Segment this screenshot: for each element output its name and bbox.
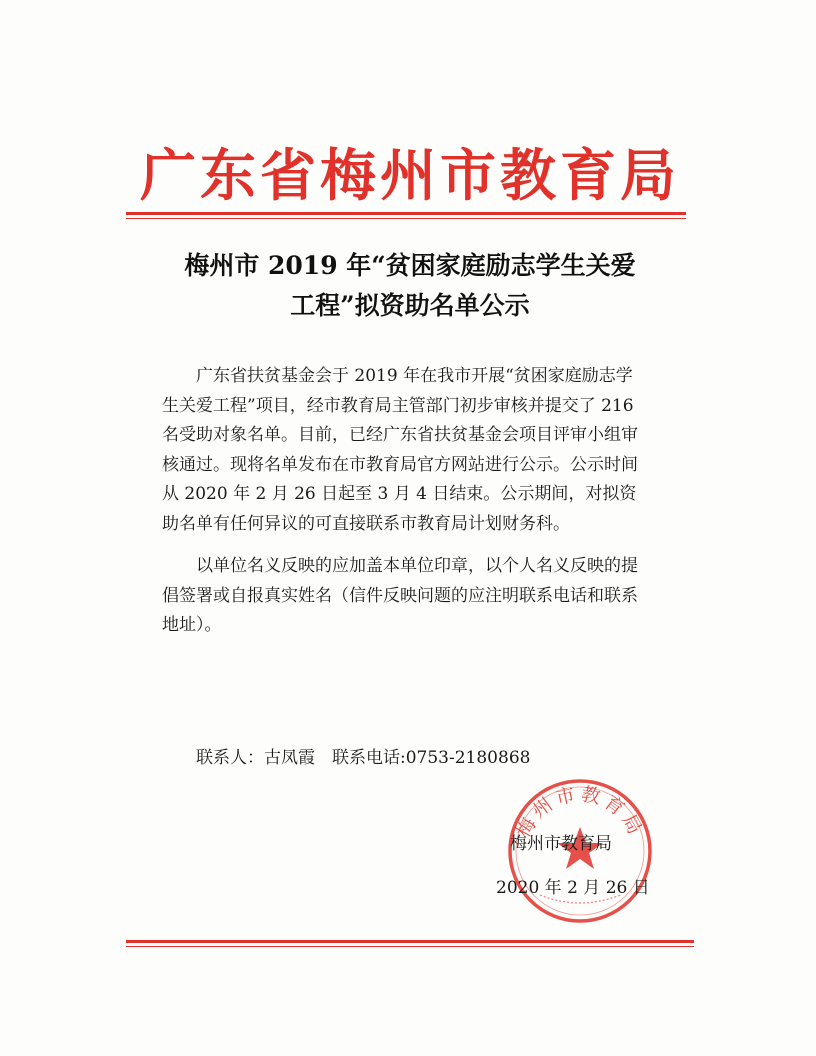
letterhead-rule-thin xyxy=(126,218,686,219)
footer-rule-thick xyxy=(126,940,694,943)
letterhead-rule-thick xyxy=(126,212,686,215)
contact-line: 联系人：古凤霞 联系电话:0753-2180868 xyxy=(196,748,531,768)
document-body xyxy=(162,362,646,641)
body-paragraph-1: 广东省扶贫基金会于 2019 年在我市开展“贫困家庭励志学生关爱工程”项目，经市教育局主管部门初步审核并提交了 216 名受助对象名单。目前，已经广东省扶贫基金会项目评审小组审核通过。现将名单发布在市教育局官方网站进行公示。公示时间从 2020 年 2 月 26 日起至 3 月 4 日结束。公示期间，对拟资助名单有任何异议的可直接联系市教育局计划财务科。 xyxy=(162,366,638,534)
signer-name: 梅州市教育局 xyxy=(510,834,612,854)
document-title xyxy=(150,246,670,326)
footer-rule-thin xyxy=(126,946,694,947)
seal-text: 梅州市教育局 xyxy=(512,783,648,842)
body-paragraph-2: 以单位名义反映的应加盖本单位印章，以个人名义反映的提倡签署或自报真实姓名（信件反映问题的应注明联系电话和联系地址）。 xyxy=(162,556,638,635)
signature-date: 2020 年 2 月 26 日 xyxy=(496,878,650,898)
title-line-2: 工程”拟资助名单公示 xyxy=(290,291,530,320)
title-line-1: 梅州市 2019 年“贫困家庭励志学生关爱 xyxy=(184,251,636,280)
letterhead-org-name: 广东省梅州市教育局 xyxy=(140,143,680,209)
